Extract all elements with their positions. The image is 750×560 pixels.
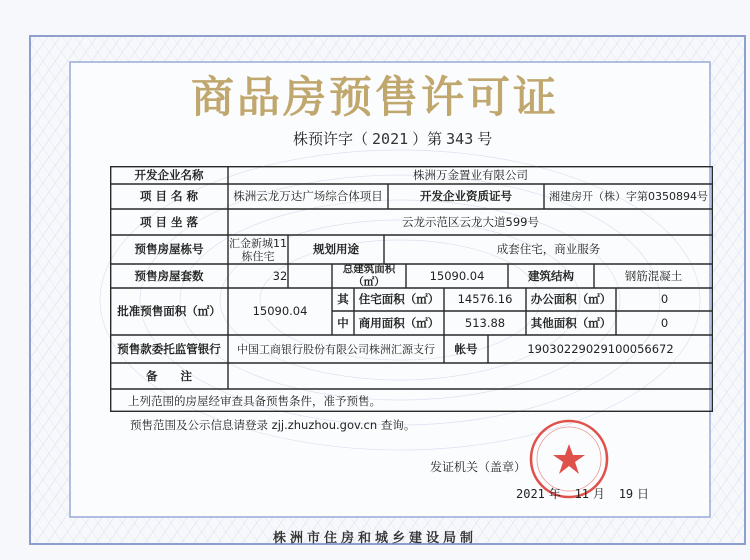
building-label: 预售房屋栋号: [134, 242, 204, 256]
developer-value: 株洲万金置业有限公司: [413, 167, 528, 182]
structure-value: 钢筋混凝土: [624, 268, 683, 283]
bank-label: 预售款委托监管银行: [117, 341, 221, 356]
residential-area-label: 住宅面积（㎡）: [358, 292, 440, 306]
permit-mid: ）第: [412, 130, 443, 148]
date-month: 11: [574, 487, 590, 501]
issuing-authority: 发证机关（盖章）: [430, 460, 527, 474]
commercial-area-label: 商用面积（㎡）: [358, 315, 440, 330]
sets-label: 预售房屋套数: [134, 268, 204, 283]
qualification-value: 湘建房开（株）字第0350894号: [549, 190, 708, 203]
permit-number-line: [293, 128, 492, 149]
permit-number: 343: [446, 130, 474, 148]
bank-value: 中国工商银行股份有限公司株洲汇源支行: [237, 342, 435, 356]
date-day-char: 日: [636, 487, 649, 501]
date-year-char: 年: [548, 487, 561, 501]
date-month-char: 月: [592, 487, 605, 501]
remark-value: [228, 363, 713, 389]
structure-label: 建筑结构: [528, 268, 574, 283]
issue-date: [516, 485, 649, 502]
project-label: 项 目 名 称: [139, 189, 198, 203]
commercial-area-value: 513.88: [464, 315, 506, 330]
residential-area-value: 14576.16: [457, 292, 513, 306]
permit-year: 2021: [372, 130, 409, 148]
office-area-label: 办公面积（㎡）: [530, 292, 612, 306]
qualification-label: 开发企业资质证号: [420, 189, 512, 203]
office-area-value: 0: [660, 292, 669, 306]
planuse-label: 规划用途: [313, 242, 359, 256]
project-value: 株洲云龙万达广场综合体项目: [233, 189, 383, 203]
qi-label: 其: [337, 292, 349, 306]
totalarea-value: 15090.04: [429, 268, 485, 283]
planuse-value: 成套住宅，商业服务: [496, 242, 601, 256]
developer-label: 开发企业名称: [134, 167, 204, 182]
zhong-label: 中: [337, 315, 349, 330]
footer-issuer: 株洲市住房和城乡建设局制: [272, 531, 477, 546]
approval-statement: 上列范围的房屋经审查具备预售条件，准予预售。: [128, 394, 381, 408]
query-statement: 预售范围及公示信息请登录 zjj.zhuzhou.gov.cn 查询。: [130, 418, 416, 432]
permit-table: [110, 166, 713, 412]
building-value: 汇金新城11栋住宅: [229, 236, 287, 263]
approved-label: 批准预售面积（㎡）: [117, 304, 221, 318]
date-day: 19: [618, 487, 634, 501]
certificate-title: 商品房预售许可证: [191, 73, 559, 123]
permit-suffix: 号: [477, 130, 493, 148]
account-value: 1903022902910005667​2: [527, 341, 674, 356]
remark-label: 备 注: [146, 368, 192, 383]
totalarea-label: 总建筑面积（㎡）: [342, 264, 396, 288]
sets-value: 32: [272, 268, 288, 283]
account-label: 帐号: [454, 341, 478, 356]
approved-value: 15090.04: [252, 304, 308, 318]
location-label: 项 目 坐 落: [139, 214, 198, 229]
other-area-value: 0: [660, 315, 669, 330]
location-value: 云龙示范区云龙大道599号: [402, 214, 539, 229]
date-year: 2021: [516, 487, 545, 501]
other-area-label: 其他面积（㎡）: [530, 315, 612, 330]
permit-prefix: 株预许字（: [293, 130, 369, 148]
